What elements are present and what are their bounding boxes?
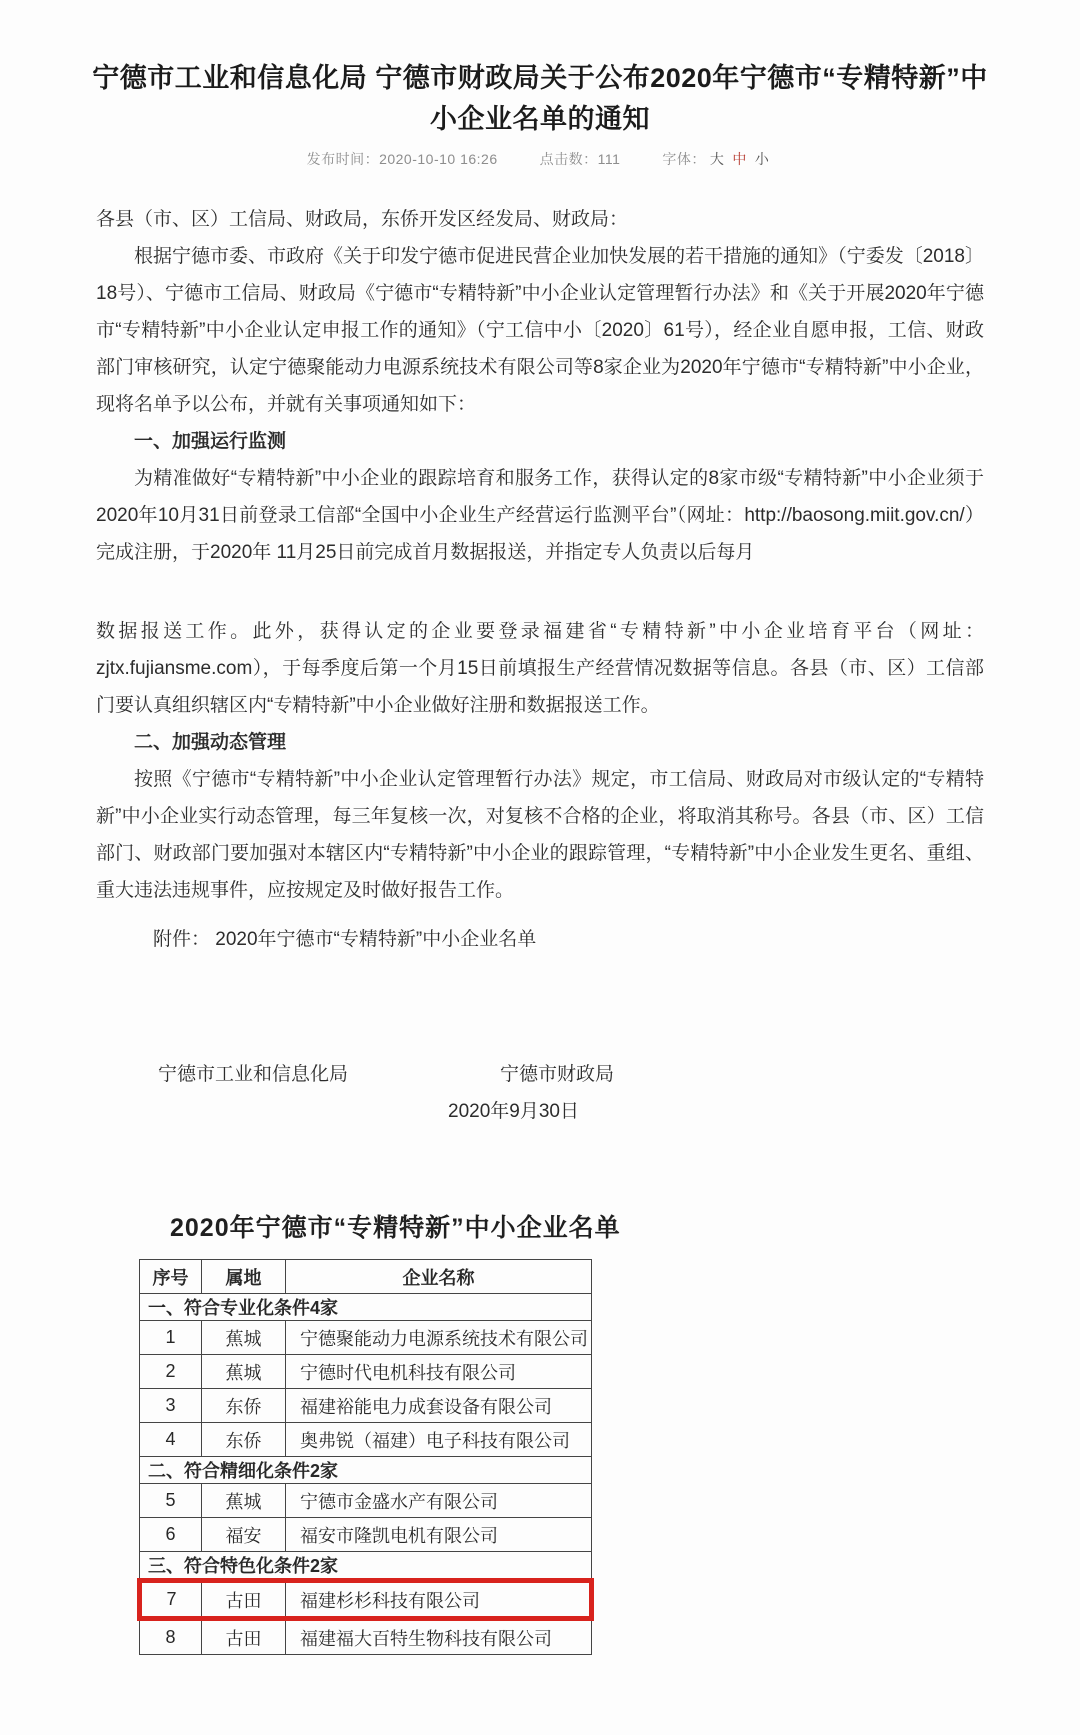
publish-time-value: 2020-10-10 16:26: [379, 151, 498, 167]
cell-region: 蕉城: [202, 1321, 286, 1355]
font-size-large-button[interactable]: 大: [709, 151, 725, 167]
meta-bar: [0, 149, 1080, 169]
document-body: [0, 201, 1080, 1130]
cell-company: 宁德市金盛水产有限公司: [286, 1484, 592, 1518]
font-size-small-button[interactable]: 小: [754, 151, 770, 167]
cell-region: 蕉城: [202, 1355, 286, 1389]
section-label: 二、符合精细化条件2家: [140, 1457, 592, 1484]
section-label: 一、符合专业化条件4家: [140, 1294, 592, 1321]
cell-no: 1: [140, 1321, 202, 1355]
col-header-no: 序号: [140, 1260, 202, 1294]
cell-region: 古田: [202, 1619, 286, 1655]
table-section-row: [140, 1552, 592, 1581]
cell-no: 2: [140, 1355, 202, 1389]
attachment-line: 附件： 2020年宁德市“专精特新”中小企业名单: [153, 929, 537, 950]
section-heading-1: 一、加强运行监测: [134, 431, 287, 452]
signature-row: [96, 1056, 984, 1093]
company-list-block: [137, 1208, 1080, 1655]
cell-company: 福建裕能电力成套设备有限公司: [286, 1389, 592, 1423]
signature-finance-bureau: 宁德市财政局: [500, 1064, 615, 1085]
paragraph-monitoring-continued: 数据报送工作。此外，获得认定的企业要登录福建省“专精特新”中小企业培育平台（网址：zjtx.fujiansme.com），于每季度后第一个月15日前填报生产经营情况数据等信息。各县（市、区）工信部门要认真组织辖区内“专精特新”中小企业做好注册和数据报送工作。: [96, 621, 984, 716]
cell-region: 东侨: [202, 1423, 286, 1457]
cell-region: 福安: [202, 1518, 286, 1552]
table-row: [140, 1518, 592, 1552]
font-size-medium-button[interactable]: 中: [732, 151, 747, 167]
cell-company: 福安市隆凯电机有限公司: [286, 1518, 592, 1552]
page-break-gap: [96, 571, 984, 613]
table-row: [140, 1423, 592, 1457]
cell-no: 7: [140, 1581, 202, 1619]
cell-company: 宁德聚能动力电源系统技术有限公司: [286, 1321, 592, 1355]
cell-no: 3: [140, 1389, 202, 1423]
clicks-label: 点击数：: [539, 151, 598, 167]
table-section-row: [140, 1294, 592, 1321]
page-title: 宁德市工业和信息化局 宁德市财政局关于公布2020年宁德市“专精特新”中小企业名单的通知: [92, 63, 988, 134]
cell-company: 福建福大百特生物科技有限公司: [286, 1619, 592, 1655]
col-header-region: 属地: [202, 1260, 286, 1294]
table-header-row: [140, 1260, 592, 1294]
cell-company: 奥弗锐（福建）电子科技有限公司: [286, 1423, 592, 1457]
paragraph-monitoring: 为精准做好“专精特新”中小企业的跟踪培育和服务工作，获得认定的8家市级“专精特新”中小企业须于2020年10月31日前登录工信部“全国中小企业生产经营运行监测平台”（网址：http://baosong.miit.gov.cn/）完成注册，于2020年 11月25日前完成首月数据报送，并指定专人负责以后每月: [96, 468, 984, 563]
cell-company: 福建杉杉科技有限公司: [286, 1581, 592, 1619]
table-row: [140, 1619, 592, 1655]
table-row: [140, 1321, 592, 1355]
table-row: [140, 1389, 592, 1423]
table-row: [140, 1355, 592, 1389]
col-header-company: 企业名称: [286, 1260, 592, 1294]
cell-no: 8: [140, 1619, 202, 1655]
salutation: 各县（市、区）工信局、财政局，东侨开发区经发局、财政局：: [96, 209, 629, 230]
font-size-label: 字体：: [662, 151, 706, 167]
cell-region: 蕉城: [202, 1484, 286, 1518]
signature-industry-bureau: 宁德市工业和信息化局: [158, 1064, 349, 1085]
cell-no: 5: [140, 1484, 202, 1518]
cell-region: 东侨: [202, 1389, 286, 1423]
paragraph-basis: 根据宁德市委、市政府《关于印发宁德市促进民营企业加快发展的若干措施的通知》（宁委发〔2018〕18号）、宁德市工信局、财政局《宁德市“专精特新”中小企业认定管理暂行办法》和《关于开展2020年宁德市“专精特新”中小企业认定申报工作的通知》（宁工信中小〔2020〕61号），经企业自愿申报，工信、财政部门审核研究，认定宁德聚能动力电源系统技术有限公司等8家企业为2020年宁德市“专精特新”中小企业，现将名单予以公布，并就有关事项通知如下：: [96, 246, 984, 415]
paragraph-dynamic-management: 按照《宁德市“专精特新”中小企业认定管理暂行办法》规定，市工信局、财政局对市级认定的“专精特新”中小企业实行动态管理，每三年复核一次，对复核不合格的企业，将取消其称号。各县（市、区）工信部门、财政部门要加强对本辖区内“专精特新”中小企业的跟踪管理，“专精特新”中小企业发生更名、重组、重大违法违规事件，应按规定及时做好报告工作。: [96, 769, 984, 901]
cell-no: 6: [140, 1518, 202, 1552]
cell-no: 4: [140, 1423, 202, 1457]
publish-time-label: 发布时间：: [306, 151, 380, 167]
cell-region: 古田: [202, 1581, 286, 1619]
table-row-highlighted: [140, 1581, 592, 1619]
section-heading-2: 二、加强动态管理: [134, 732, 287, 753]
clicks-value: 111: [597, 151, 621, 167]
signature-date: 2020年9月30日: [448, 1101, 579, 1122]
company-table: [137, 1259, 594, 1655]
table-section-row: [140, 1457, 592, 1484]
table-title: 2020年宁德市“专精特新”中小企业名单: [170, 1214, 621, 1242]
section-label: 三、符合特色化条件2家: [140, 1552, 592, 1581]
cell-company: 宁德时代电机科技有限公司: [286, 1355, 592, 1389]
table-row: [140, 1484, 592, 1518]
